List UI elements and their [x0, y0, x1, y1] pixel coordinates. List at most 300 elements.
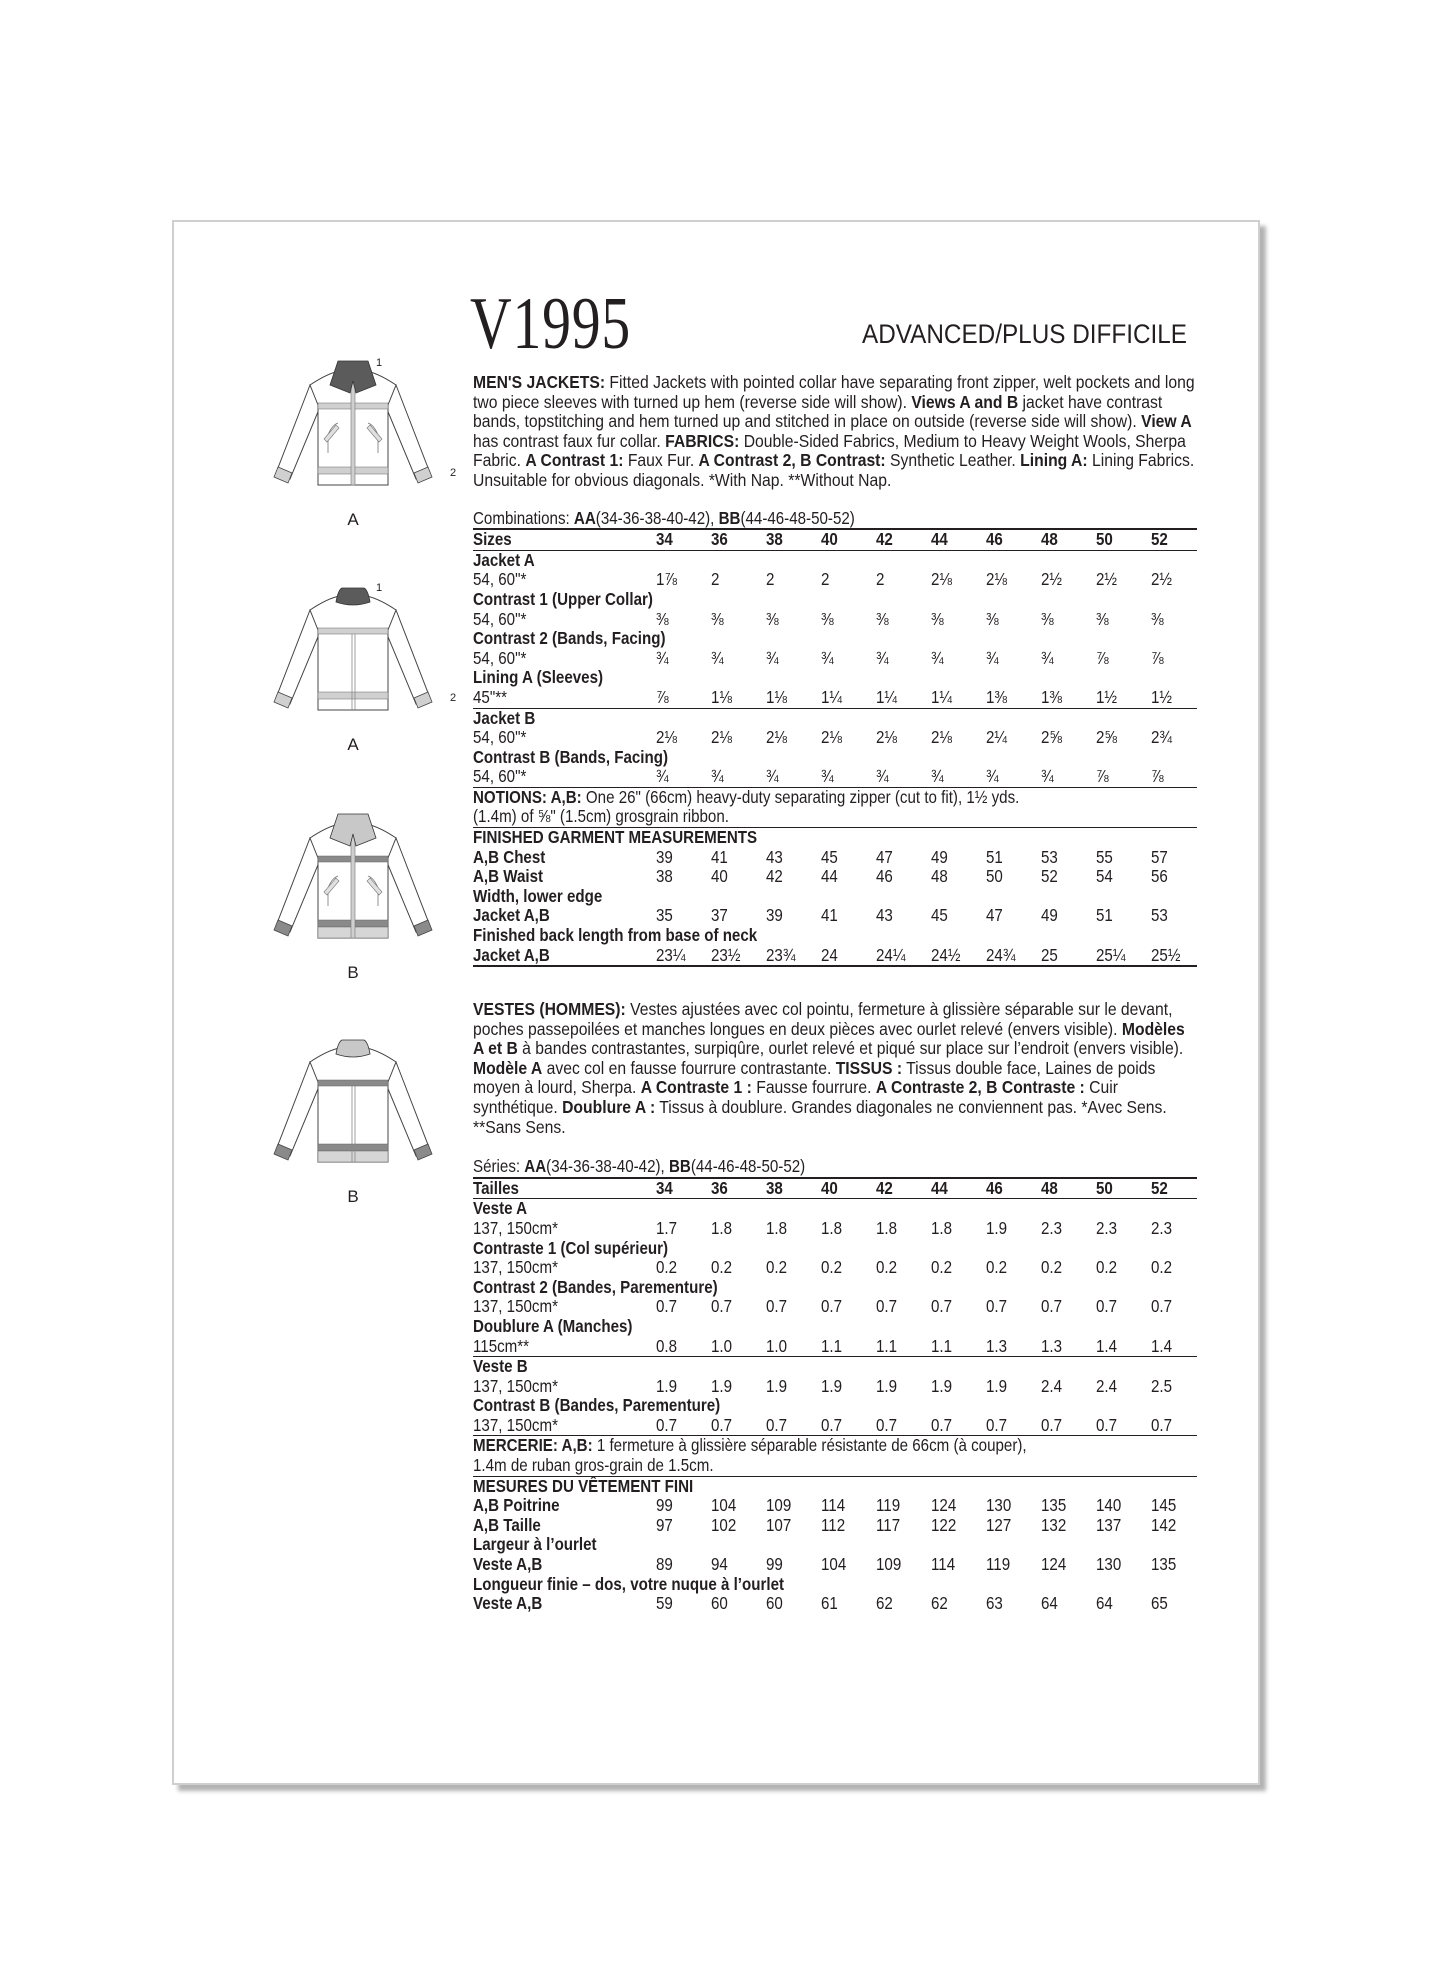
- cell-value: 49: [1041, 905, 1058, 926]
- cell-value: 43: [766, 846, 783, 867]
- cell-value: 52: [1151, 1177, 1168, 1198]
- row-label: 115cm**: [473, 1335, 530, 1356]
- cell-value: 1½: [1096, 686, 1118, 707]
- size-combinations: [473, 509, 1197, 529]
- combination-aa-sizes: (34-36-38-40-42),: [595, 507, 719, 528]
- pattern-number: V1995: [470, 283, 632, 365]
- cell-value: 1.3: [1041, 1335, 1063, 1356]
- cell-value: 1.9: [821, 1375, 843, 1396]
- cell-value: 124: [931, 1495, 957, 1516]
- row-label: Largeur à l’ourlet: [473, 1534, 597, 1555]
- cell-value: 1.8: [931, 1217, 953, 1238]
- cell-value: 130: [986, 1495, 1012, 1516]
- cell-value: 119: [986, 1554, 1011, 1575]
- cell-value: 0.7: [931, 1414, 953, 1435]
- combinations-prefix: Combinations:: [473, 507, 574, 528]
- cell-value: 2⅛: [821, 727, 843, 748]
- body-text: Vestes ajustées avec col pointu, fermeture à glissière séparable sur le devant, poches passepoilées et manches longues en deux pièces avec ourlet relevé (envers visible).: [473, 999, 1173, 1039]
- cell-value: ⅜: [766, 608, 779, 629]
- body-text: jacket have contrast bands, topstitching and hem turned up and stitched in place on outside (reverse side will show).: [473, 391, 1163, 432]
- cell-value: 52: [1151, 529, 1168, 550]
- cell-value: 24¾: [986, 944, 1016, 965]
- notions-line-1: 1 fermeture à glissière séparable résistante de 66cm (à couper),: [592, 1435, 1027, 1456]
- body-text: Fitted Jackets with pointed collar have separating front zipper, welt pockets and long two piece sleeves with turned up hem (reverse side will show).: [473, 372, 1195, 412]
- table-row: [473, 1416, 1197, 1436]
- cell-value: 1.1: [876, 1335, 898, 1356]
- cell-value: 60: [766, 1593, 783, 1614]
- table-row: [473, 1575, 1197, 1595]
- cell-value: 1.8: [766, 1217, 788, 1238]
- view-label: B: [347, 963, 359, 982]
- cell-value: 50: [1096, 529, 1113, 550]
- table-row: [473, 828, 1197, 848]
- table-row: [473, 709, 1197, 729]
- cell-value: 0.7: [711, 1414, 733, 1435]
- cell-value: 1⅜: [1041, 686, 1063, 707]
- cell-value: 0.8: [656, 1335, 678, 1356]
- row-label: Jacket A,B: [473, 905, 550, 926]
- cell-value: 1.4: [1096, 1335, 1118, 1356]
- cell-value: ⅜: [1041, 608, 1054, 629]
- body-text: Fausse fourrure.: [751, 1077, 876, 1098]
- cell-value: 0.7: [1151, 1414, 1173, 1435]
- cell-value: 0.7: [821, 1414, 843, 1435]
- cell-value: ⅜: [986, 608, 999, 629]
- cell-value: 109: [876, 1554, 902, 1575]
- table-row: [473, 926, 1197, 946]
- cell-value: 1.8: [876, 1217, 898, 1238]
- cell-value: 44: [931, 1177, 948, 1198]
- cell-value: ⅞: [1096, 766, 1109, 787]
- callout-number: 1: [376, 582, 383, 594]
- row-label: (1.4m) of ⅝" (1.5cm) grosgrain ribbon.: [473, 806, 729, 827]
- cell-value: 24½: [931, 944, 961, 965]
- table-row: [473, 748, 1197, 768]
- bold-term: Views A and B: [911, 391, 1019, 412]
- cell-value: 1.8: [821, 1217, 843, 1238]
- jacket-sketch-view-b-front: [258, 808, 448, 963]
- cell-value: ¾: [821, 766, 834, 787]
- cell-value: 132: [1041, 1514, 1067, 1535]
- cell-value: 135: [1041, 1495, 1067, 1516]
- cell-value: 44: [931, 529, 948, 550]
- cell-value: 130: [1096, 1554, 1122, 1575]
- cell-value: 2.5: [1151, 1375, 1173, 1396]
- cell-value: 2: [711, 569, 720, 590]
- cell-value: 0.2: [711, 1257, 733, 1278]
- table-row: [473, 1555, 1197, 1575]
- cell-value: 0.2: [1151, 1257, 1173, 1278]
- table-row: [473, 551, 1197, 571]
- jacket-sketch-view-a-back: [258, 580, 448, 735]
- cell-value: ⅞: [1151, 766, 1164, 787]
- row-label: 1.4m de ruban gros-grain de 1.5cm.: [473, 1455, 714, 1476]
- notions-line: [473, 788, 1197, 808]
- cell-value: ⅜: [821, 608, 834, 629]
- cell-value: 65: [1151, 1593, 1168, 1614]
- cell-value: 104: [711, 1495, 737, 1516]
- row-label: Contrast B (Bands, Facing): [473, 746, 669, 767]
- cell-value: 54: [1096, 866, 1113, 887]
- cell-value: 1.1: [821, 1335, 843, 1356]
- cell-value: 47: [986, 905, 1003, 926]
- cell-value: ¾: [1041, 647, 1054, 668]
- cell-value: 2.3: [1041, 1217, 1063, 1238]
- cell-value: 0.7: [656, 1296, 678, 1317]
- cell-value: 1.1: [931, 1335, 953, 1356]
- cell-value: 0.2: [986, 1257, 1008, 1278]
- table-row: [473, 1317, 1197, 1337]
- row-label: Contraste 1 (Col supérieur): [473, 1237, 669, 1258]
- combinations-prefix: Séries:: [473, 1156, 525, 1177]
- row-label: Tailles: [473, 1177, 519, 1198]
- row-label: A,B Taille: [473, 1514, 541, 1535]
- table-row: [473, 1278, 1197, 1298]
- combination-aa-sizes: (34-36-38-40-42),: [546, 1156, 669, 1177]
- cell-value: 1.9: [986, 1375, 1008, 1396]
- row-label: Jacket A,B: [473, 944, 550, 965]
- row-label: Contrast 2 (Bandes, Parementure): [473, 1276, 718, 1297]
- table-row: [473, 649, 1197, 669]
- cell-value: 40: [711, 866, 728, 887]
- table-row: [473, 629, 1197, 649]
- cell-value: 57: [1151, 846, 1168, 867]
- row-label: Width, lower edge: [473, 885, 603, 906]
- table-row: [473, 570, 1197, 590]
- cell-value: 40: [821, 529, 838, 550]
- cell-value: 41: [821, 905, 838, 926]
- body-text: Tissus à doublure. Grandes diagonales ne conviennent pas. *Avec Sens. **Sans Sens.: [473, 1096, 1167, 1137]
- cell-value: 2½: [1151, 569, 1173, 590]
- cell-value: 1.9: [986, 1217, 1008, 1238]
- row-label: A,B Poitrine: [473, 1495, 560, 1516]
- cell-value: 2.4: [1041, 1375, 1063, 1396]
- table-row: [473, 1239, 1197, 1259]
- bold-term: Modèle A: [473, 1057, 543, 1078]
- cell-value: 2¼: [986, 727, 1008, 748]
- body-text: has contrast faux fur collar.: [473, 430, 666, 451]
- cell-value: 124: [1041, 1554, 1067, 1575]
- cell-value: 104: [821, 1554, 847, 1575]
- cell-value: 42: [876, 529, 893, 550]
- cell-value: 44: [821, 866, 838, 887]
- notions-line-1: One 26" (66cm) heavy-duty separating zipper (cut to fit), 1½ yds.: [581, 786, 1020, 807]
- cell-value: 2⅛: [931, 727, 953, 748]
- body-text: Faux Fur.: [623, 450, 699, 471]
- view-label: B: [347, 1187, 359, 1206]
- cell-value: 0.7: [876, 1296, 898, 1317]
- cell-value: ⅜: [1151, 608, 1164, 629]
- description-paragraph: [473, 1000, 1197, 1137]
- cell-value: 2⅛: [656, 727, 678, 748]
- cell-value: ¾: [656, 647, 669, 668]
- cell-value: 0.7: [1041, 1296, 1063, 1317]
- row-label: MESURES DU VÊTEMENT FINI: [473, 1475, 694, 1496]
- cell-value: 38: [766, 529, 783, 550]
- cell-value: 41: [711, 846, 728, 867]
- notions-text: [473, 788, 1019, 808]
- row-label: Doublure A (Manches): [473, 1315, 633, 1336]
- cell-value: 1¼: [931, 686, 953, 707]
- cell-value: 1½: [1151, 686, 1173, 707]
- cell-value: ¾: [656, 766, 669, 787]
- bold-term: View A: [1141, 411, 1192, 432]
- bold-term: Lining A:: [1020, 450, 1088, 471]
- table-row: [473, 530, 1197, 550]
- cell-value: 94: [711, 1554, 728, 1575]
- cell-value: 56: [1151, 866, 1168, 887]
- row-label: 54, 60"*: [473, 569, 527, 590]
- cell-value: 1.7: [656, 1217, 678, 1238]
- table-row: [473, 1535, 1197, 1555]
- cell-value: 25¼: [1096, 944, 1126, 965]
- view-label: A: [347, 735, 359, 754]
- cell-value: 0.2: [766, 1257, 788, 1278]
- body-text: à bandes contrastantes, surpiqûre, ourlet relevé et piqué sur place sur l’endroit (envers visible).: [517, 1038, 1184, 1059]
- row-label: 54, 60"*: [473, 727, 527, 748]
- cell-value: 2: [766, 569, 775, 590]
- row-label: Veste A,B: [473, 1593, 543, 1614]
- table-row: [473, 1477, 1197, 1497]
- cell-value: 0.7: [1096, 1296, 1118, 1317]
- cell-value: 59: [656, 1593, 673, 1614]
- cell-value: 1⅞: [656, 569, 678, 590]
- size-combinations-text: [473, 509, 855, 529]
- table-row: [473, 1456, 1197, 1476]
- table-row: [473, 610, 1197, 630]
- cell-value: 0.7: [876, 1414, 898, 1435]
- cell-value: 109: [766, 1495, 792, 1516]
- cell-value: 45: [931, 905, 948, 926]
- body-text: Cuir synthétique.: [473, 1077, 1118, 1117]
- cell-value: ⅞: [656, 686, 669, 707]
- cell-value: ¾: [711, 766, 724, 787]
- cell-value: 1⅜: [986, 686, 1008, 707]
- cell-value: 102: [711, 1514, 737, 1535]
- cell-value: 49: [931, 846, 948, 867]
- row-label: Lining A (Sleeves): [473, 667, 604, 688]
- cell-value: ¾: [876, 647, 889, 668]
- cell-value: 38: [766, 1177, 783, 1198]
- cell-value: 0.7: [711, 1296, 733, 1317]
- callout-number: 2: [450, 692, 457, 704]
- size-combinations: [473, 1157, 1197, 1177]
- cell-value: 2½: [1041, 569, 1063, 590]
- cell-value: 55: [1096, 846, 1113, 867]
- cell-value: 34: [656, 529, 673, 550]
- table-row: [473, 1357, 1197, 1377]
- row-label: 54, 60"*: [473, 647, 527, 668]
- bold-term: A Contrast 1:: [525, 450, 624, 471]
- row-label: Longueur finie – dos, votre nuque à l’ourlet: [473, 1573, 785, 1594]
- cell-value: ¾: [931, 647, 944, 668]
- table-row: [473, 767, 1197, 787]
- cell-value: 0.7: [1041, 1414, 1063, 1435]
- table-row: [473, 688, 1197, 708]
- english-section: [473, 373, 1197, 967]
- table-row: [473, 946, 1197, 966]
- cell-value: 2: [876, 569, 885, 590]
- row-label: Jacket B: [473, 707, 536, 728]
- cell-value: 51: [986, 846, 1003, 867]
- table-row: [473, 1594, 1197, 1614]
- cell-value: 0.7: [766, 1414, 788, 1435]
- cell-value: 0.7: [766, 1296, 788, 1317]
- table-row: [473, 1496, 1197, 1516]
- combination-bb: BB: [718, 507, 741, 528]
- cell-value: ⅜: [1096, 608, 1109, 629]
- table-row: [473, 1516, 1197, 1536]
- cell-value: 39: [766, 905, 783, 926]
- row-label: 54, 60"*: [473, 766, 527, 787]
- cell-value: 142: [1151, 1514, 1177, 1535]
- jacket-sketch-view-a-front: [258, 355, 448, 510]
- cell-value: ¾: [986, 766, 999, 787]
- cell-value: 38: [656, 866, 673, 887]
- table-row: [473, 1396, 1197, 1416]
- row-label: Finished back length from base of neck: [473, 925, 758, 946]
- cell-value: 1⅛: [711, 686, 733, 707]
- cell-value: 23¼: [656, 944, 686, 965]
- cell-value: 2.4: [1096, 1375, 1118, 1396]
- cell-value: 2⅛: [986, 569, 1008, 590]
- bold-term: VESTES (HOMMES):: [473, 999, 626, 1019]
- cell-value: 50: [1096, 1177, 1113, 1198]
- cell-value: 0.2: [876, 1257, 898, 1278]
- difficulty-level: ADVANCED/PLUS DIFFICILE: [862, 319, 1187, 349]
- table-row: [473, 906, 1197, 926]
- bold-term: Modèles A et B: [473, 1018, 1185, 1059]
- callout-number: 1: [376, 357, 383, 369]
- cell-value: 2⅝: [1041, 727, 1063, 748]
- cell-value: 23¾: [766, 944, 796, 965]
- bold-term: A Contraste 1 :: [640, 1077, 752, 1098]
- cell-value: 25: [1041, 944, 1058, 965]
- cell-value: 64: [1096, 1593, 1113, 1614]
- cell-value: 2⅝: [1096, 727, 1118, 748]
- row-label: 137, 150cm*: [473, 1296, 558, 1317]
- cell-value: 36: [711, 1177, 728, 1198]
- cell-value: 1.9: [656, 1375, 678, 1396]
- combination-bb-sizes: (44-46-48-50-52): [740, 507, 855, 528]
- cell-value: 0.7: [931, 1296, 953, 1317]
- body-text: Tissus double face, Laines de poids moyen à lourd, Sherpa.: [473, 1057, 1156, 1098]
- cell-value: 40: [821, 1177, 838, 1198]
- cell-value: 62: [876, 1593, 893, 1614]
- cell-value: 135: [1151, 1554, 1177, 1575]
- cell-value: 52: [1041, 866, 1058, 887]
- combination-bb: BB: [668, 1156, 691, 1177]
- body-text: Lining Fabrics. Unsuitable for obvious diagonals. *With Nap. **Without Nap.: [473, 450, 1195, 490]
- cell-value: 0.7: [1096, 1414, 1118, 1435]
- table-row: [473, 590, 1197, 610]
- table-row: [473, 848, 1197, 868]
- cell-value: 42: [766, 866, 783, 887]
- cell-value: 0.7: [656, 1414, 678, 1435]
- cell-value: 2⅛: [876, 727, 898, 748]
- row-label: 137, 150cm*: [473, 1375, 558, 1396]
- table-row: [473, 867, 1197, 887]
- cell-value: ¾: [986, 647, 999, 668]
- bold-term: A Contraste 2, B Contraste :: [875, 1077, 1085, 1098]
- table-row: [473, 887, 1197, 907]
- cell-value: 46: [986, 529, 1003, 550]
- row-label: 45"**: [473, 686, 507, 707]
- cell-value: 42: [876, 1177, 893, 1198]
- cell-value: 61: [821, 1593, 838, 1614]
- cell-value: 63: [986, 1593, 1003, 1614]
- table-row: [473, 1219, 1197, 1239]
- row-label: Sizes: [473, 529, 512, 550]
- table-row: [473, 807, 1197, 827]
- cell-value: 114: [821, 1495, 846, 1516]
- cell-value: 1¼: [876, 686, 898, 707]
- cell-value: 119: [876, 1495, 901, 1516]
- cell-value: 1.9: [876, 1375, 898, 1396]
- cell-value: 1.9: [931, 1375, 953, 1396]
- cell-value: 117: [876, 1514, 901, 1535]
- cell-value: 2: [821, 569, 830, 590]
- cell-value: 64: [1041, 1593, 1058, 1614]
- table-row: [473, 1337, 1197, 1357]
- cell-value: ⅜: [876, 608, 889, 629]
- cell-value: 0.2: [656, 1257, 678, 1278]
- row-label: 137, 150cm*: [473, 1257, 558, 1278]
- cell-value: 37: [711, 905, 728, 926]
- cell-value: 99: [656, 1495, 673, 1516]
- cell-value: 0.7: [986, 1414, 1008, 1435]
- row-label: 137, 150cm*: [473, 1217, 558, 1238]
- table-row: [473, 1199, 1197, 1219]
- row-label: 54, 60"*: [473, 608, 527, 629]
- callout-number: 2: [450, 467, 457, 479]
- cell-value: 0.2: [821, 1257, 843, 1278]
- bold-term: MEN'S JACKETS:: [473, 372, 606, 392]
- cell-value: 1.9: [711, 1375, 733, 1396]
- description-paragraph: [473, 373, 1197, 491]
- row-label: Contrast 2 (Bands, Facing): [473, 628, 666, 649]
- cell-value: 48: [1041, 1177, 1058, 1198]
- notions-label: NOTIONS: A,B:: [473, 786, 582, 807]
- bold-term: TISSUS :: [835, 1057, 903, 1078]
- row-label: 137, 150cm*: [473, 1414, 558, 1435]
- body-text: Double-Sided Fabrics, Medium to Heavy Weight Wools, Sherpa Fabric.: [473, 430, 1186, 471]
- cell-value: 1.0: [766, 1335, 788, 1356]
- french-section: [473, 1000, 1197, 1614]
- cell-value: 2½: [1096, 569, 1118, 590]
- divider: [473, 965, 1197, 967]
- cell-value: 2.3: [1096, 1217, 1118, 1238]
- notions-line: [473, 1436, 1197, 1456]
- cell-value: ¾: [766, 647, 779, 668]
- cell-value: 122: [931, 1514, 957, 1535]
- cell-value: 0.7: [1151, 1296, 1173, 1317]
- cell-value: 50: [986, 866, 1003, 887]
- table-row: [473, 1258, 1197, 1278]
- cell-value: 24¼: [876, 944, 906, 965]
- cell-value: 62: [931, 1593, 948, 1614]
- body-text: Synthetic Leather.: [885, 450, 1021, 471]
- cell-value: 1.8: [711, 1217, 733, 1238]
- cell-value: 97: [656, 1514, 673, 1535]
- combination-aa: AA: [524, 1156, 547, 1177]
- row-label: Veste A: [473, 1198, 528, 1219]
- table-row: [473, 728, 1197, 748]
- row-label: A,B Waist: [473, 866, 544, 887]
- cell-value: 46: [986, 1177, 1003, 1198]
- row-label: Jacket A: [473, 549, 535, 570]
- cell-value: 2¾: [1151, 727, 1173, 748]
